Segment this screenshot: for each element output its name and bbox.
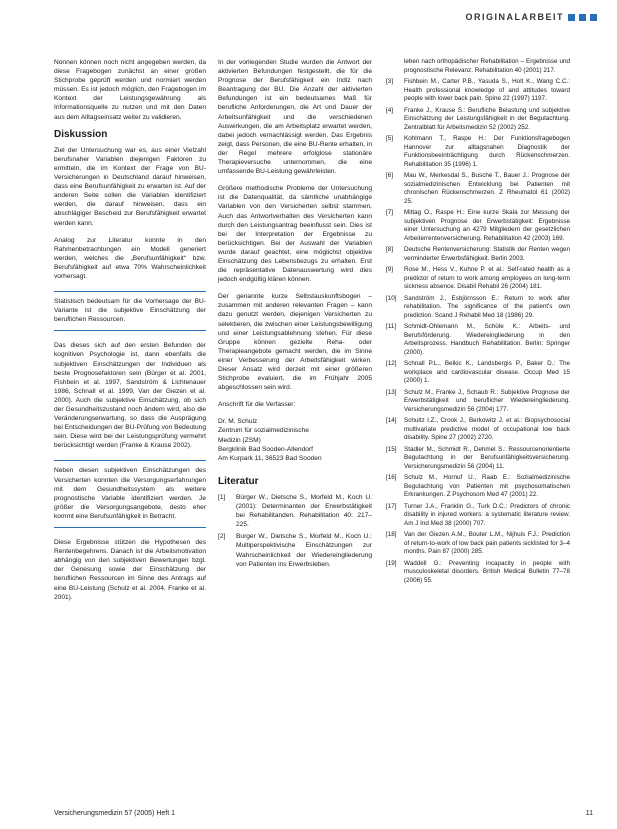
column-3 xyxy=(386,58,570,591)
correspondence-line: Bergklinik Bad Sooden-Allendorf xyxy=(218,445,313,453)
reference-text: Turner J.A., Franklin G., Turk D.C.: Predictors of chronic disability in injured workers: a systematic literature review. Am J Ind Med 38 (2000) 707. xyxy=(404,502,570,527)
highlight-box xyxy=(54,460,206,528)
correspondence-title: Anschrift für die Verfasser: xyxy=(218,401,296,409)
reference-item xyxy=(386,531,570,557)
reference-text: Deutsche Rentenversicherung: Statistik der Renten wegen verminderter Erwerbsfähigkeit. Berlin 2003. xyxy=(404,246,570,262)
reference-text: Waddell G.: Preventing incapacity in people with musculoskeletal disorders. British Medical Bulletin 77–78 (2006) 55. xyxy=(404,559,570,584)
reference-item xyxy=(386,78,570,104)
reference-list xyxy=(386,58,570,588)
reference-text: Burger W., Dietsche S., Morfeld M., Koch U.: Multiperspektivische Einschätzungen zur Wahrscheinlichkeit der Wiedereingliederung von Patienten ins Erwerbsleben. xyxy=(236,533,372,568)
section-label: ORIGINALARBEIT xyxy=(465,12,564,22)
correspondence-address xyxy=(218,400,372,463)
reference-number: [16] xyxy=(386,474,397,481)
reference-number: [11] xyxy=(386,323,397,330)
reference-number: [8] xyxy=(386,246,394,253)
journal-citation: Versicherungsmedizin 57 (2005) Heft 1 xyxy=(54,810,176,817)
correspondence-name: Dr. M. Schulz xyxy=(218,418,258,426)
column-2 xyxy=(218,58,372,572)
reference-item xyxy=(386,58,570,75)
paragraph: Diese Ergebnisse stützen die Hypothesen des Rentenbegehrens. Danach ist die Arbeitsmotivation abhängig von den subjektiven Bewertungen bzgl. der Genesung sowie der Einschätzung der beruflichen Ressourcen im Sinne des Antrags auf eine BU-Leistung (Schulz et al. 2004, Franke et al. 2001). xyxy=(54,539,206,601)
paragraph: Analog zur Literatur konnte in den Rahmenbetrachtungen ein Modell generiert werden, welches die „Berufsunfähigkeit“ bzw. Berufsfähigkeit auf etwa 70% Wahrscheinlichkeit vorhersagt. xyxy=(54,236,206,280)
reference-number: [18] xyxy=(386,531,397,538)
reference-item xyxy=(386,417,570,443)
reference-number: [4] xyxy=(386,106,394,114)
reference-number: [5] xyxy=(386,135,394,142)
reference-number: [7] xyxy=(386,209,394,216)
reference-text: leben nach orthopädischer Rehabilitation – Ergebnisse und prognostische Relevanz. Rehabilitation 40 (2001) 217. xyxy=(404,58,570,74)
header-square-icon xyxy=(568,14,575,21)
section-heading-literatur: Literatur xyxy=(218,475,259,487)
reference-item xyxy=(386,246,570,263)
paragraph: Der genannte kurze Selbstauskunftsbogen – zusammen mit anderen relevanten Fragen – kann dazu genutzt werden, diejenigen Versicherten zu selektieren, die zwischen einer Leistungsbewilligung und einer Leistungsablehnung stehen. Für diese Gruppe können gezielte Reha- oder Therapieangebote gemacht werden, die im Sinne einer Verbesserung der Arbeitsfähigkeit wirken. Dieser Ansatz wird derzeit mit einer größeren Stichprobe evaluiert, die im Frühjahr 2005 abgeschlossen sein wird. xyxy=(218,293,372,392)
reference-text: Schulz M., Hornuf U., Raab E.: Sozialmedizinische Begutachtung von Patienten mit psychosomatischen Erkrankungen. Z Psychosom Med 47 (2001) 22. xyxy=(404,474,570,498)
reference-item xyxy=(218,532,372,568)
column-1 xyxy=(54,58,206,610)
reference-item xyxy=(386,360,570,386)
reference-item xyxy=(386,135,570,169)
reference-text: Schulz M., Franke J., Schaub R.: Subjektive Prognose der Erwerbstätigkeit und beruflicher Wiedereingliederung. Versicherungsmedizin 56 (2004) 177. xyxy=(404,388,570,413)
reference-text: Bürger W., Dietsche S., Morfeld M., Koch U. (2001): Determinanten der Erwerbstätigkeit bei Rehabilitanden. Rehabilitation 40: 217–225. xyxy=(236,493,372,529)
reference-text: Rose M., Hess V., Kuhne P. et al.: Self-rated health as a predictor of return to work among employees on long-term sickness absence. Disabil Rehabil 26 (2004) 181. xyxy=(404,266,570,290)
reference-text: Mittag O., Raspe H.: Eine kurze Skala zur Messung der subjektiven Prognose der Erwerbstätigkeit: Ergebnisse einer Untersuchung an 4279 Mitgliedern der gesetzlichen Arbeiterrentenversicherung. Rehabilitation 42 (2003) 169. xyxy=(404,209,570,242)
reference-number: [17] xyxy=(386,502,397,510)
reference-item xyxy=(386,323,570,357)
highlight-text: Neben diesen subjektiven Einschätzungen des Versicherten konnten die Versorgungserfahrungen mit dem Gesundheitssystem als weitere prognostische Variable identifiziert werden. Je größer die Versorgungsangebote, desto eher kommt eine Berufsunfähigkeit in Betracht. xyxy=(54,467,206,520)
reference-number: [13] xyxy=(386,388,397,396)
reference-text: Schnall P.L., Belkic K., Landsbergis P., Baker D.: The workplace and cardiovascular disease. Occup Med 15 (2000) 1. xyxy=(404,360,570,384)
reference-item xyxy=(386,295,570,321)
correspondence-line: Medizin (ZSM) xyxy=(218,436,261,444)
reference-number: [15] xyxy=(386,445,397,453)
reference-list xyxy=(218,493,372,569)
correspondence-line: Am Kurpark 11, 36523 Bad Sooden xyxy=(218,454,322,462)
reference-number: [6] xyxy=(386,172,394,179)
reference-number: [10] xyxy=(386,294,397,302)
reference-number: [12] xyxy=(386,360,397,367)
paragraph: Das dieses sich auf den ersten Befunden der kognitiven Psychologie ist, dann ebenfalls die subjektiven Einschätzungen der Individuen als beste Prognosefaktoren sein (Bürger et al. 2001, Fishbein et al. 1997, Sandström & Lichtenauer 1986, Schnall et al. 1999, Van der Giezen et al. 2000). Auch die subjektive Einschätzung, ob sich der Gesundheitszustand noch ändern wird, also die Veränderungserwartung, so dass die Ausprägung bei Entscheidungen der BU-Prüfung von Bedeutung sein. Diese wird bei der Leistungsprüfung vermehrt berücksichtigt werden (Franke & Krause 2002). xyxy=(54,342,206,450)
header-square-icon xyxy=(579,14,586,21)
reference-text: Fishbein M., Carter P.B., Yasuda S., Holt K., Wang C.C.: Health professional knowledge of and attitudes toward people with lower back pain. Spine 22 (1997) 1197. xyxy=(404,78,570,102)
reference-number: [3] xyxy=(386,78,394,85)
reference-item xyxy=(386,503,570,529)
correspondence-line: Zentrum für sozialmedizinische xyxy=(218,427,309,435)
highlight-box xyxy=(54,291,206,331)
reference-text: Sandström J., Esbjörnsson E.: Return to work after rehabilitation. The significance of the patient's own prediction. Scand J Rehabil Med 18 (1986) 29. xyxy=(404,294,570,319)
reference-text: Mau W., Merkesdal S., Busche T., Bauer J.: Prognose der sozialmedizinischen Entwicklung bei Patienten mit chronischen Rückenschmerzen. Z Rheumatol 61 (2002) 25. xyxy=(404,172,570,205)
reference-text: Franke J., Krause S.: Berufliche Belastung und subjektive Einschätzung der Leistungsfähigkeit in der Begutachtung. Zentralblatt für Arbeitsmedizin 52 (2002) 252. xyxy=(404,106,570,131)
reference-item xyxy=(386,389,570,415)
header-square-icon xyxy=(590,14,597,21)
reference-number: [14] xyxy=(386,417,397,424)
reference-number: [9] xyxy=(386,266,394,273)
paragraph: In der vorliegenden Studie wurden die Antwort der aktivierten Befundungen festgestellt, die für die Prognose der Berufsfähigkeit ein Indiz nach Beantragung der BU. Die Anzahl der aktivierten Befundungen ist ein bedeutsames Maß für berufliche Anforderungen, die Art und Dauer der Arbeitsunfähigkeit und die verschiedenen Auswirkungen, die am Arbeitsplatz erwartet werden, dabei jedoch vernachlässigt werden. Das Ergebnis zeigt, dass Personen, die eine BU-Rente erhalten, in der Regel mehrere erfolglose stationäre Therapieversuche unternommen, die eine umfassende BU-Leistung gewährleisten. xyxy=(218,59,372,176)
paragraph: Größere methodische Probleme der Untersuchung ist die Datenqualität, da sämtliche unabhängige Variablen von den Versicherten selbst stammen. Auch das Antwortverhalten des Versicherten kann durch den Leistungsantrag beeinflusst sein. Dies ist bei der Interpretation der Ergebnisse zu berücksichtigen. Bei der Auswahl der Variablen wurde darauf geachtet, eine möglichst objektive Einschätzung des Lebensbezugs zu erhalten. Erst die repräsentative Datenauswertung wird dies jedoch endgültig klären können. xyxy=(218,185,372,284)
reference-item xyxy=(386,172,570,206)
paragraph: Nonnen können noch nicht angegeben werden, da diese Fragebogen zunächst an einer großen Stichprobe geprüft werden und normiert werden müssen. Es ist jedoch möglich, den Fragebogen im Kontext der Leistungsgewährung als Informationsquelle zu nutzen und mit den Daten aus dem Alltagseinsatz weiter zu validieren. xyxy=(54,59,206,121)
reference-item xyxy=(386,209,570,243)
paragraph: Ziel der Untersuchung war es, aus einer Vielzahl berufsnaher Variablen diejenigen Faktoren zu ermitteln, die im Kontext der Frage von BU-Versicherungen in Deutschland darauf hinweisen, dass eine Berufsunfähigkeit zu erwarten ist. Auf der anderen Seite sollen die Variablen identifiziert werden, die darauf hinweisen, dass ein abschlägiger Bescheid zur Berufsfähigkeit erwartet werden kann. xyxy=(54,146,206,227)
reference-number: [2] xyxy=(218,533,226,541)
reference-text: Van der Giezen A.M., Bouter L.M., Nijhuis F.J.: Prediction of return-to-work of low back pain patients sicklisted for 3–4 months. Pain 87 (2000) 285. xyxy=(404,531,570,555)
reference-item xyxy=(218,493,372,529)
reference-number xyxy=(386,58,400,75)
page-footer xyxy=(54,810,593,817)
reference-text: Stadler M., Schmidt R., Dehmel S.: Ressourcenorientierte Begutachtung in der Berufsunfähigkeitsversicherung. Versicherungsmedizin 56 (2004) 11. xyxy=(404,445,570,470)
section-header xyxy=(466,12,598,22)
reference-item xyxy=(386,560,570,586)
reference-number: [1] xyxy=(218,493,226,501)
reference-number: [19] xyxy=(386,559,397,567)
section-heading-diskussion: Diskussion xyxy=(54,128,108,140)
reference-text: Schmidt-Ohlemann M., Schüle K.: Arbeits- und Berufsförderung. Wiedereingliederung in den Arbeitsprozess. Handbuch Rehabilitation. Berlin: Springer (2000). xyxy=(404,323,570,356)
reference-item xyxy=(386,474,570,500)
highlight-text: Statistisch bedeutsam für die Vorhersage der BU-Variante ist die subjektive Einschätzung der beruflichen Ressourcen. xyxy=(54,298,206,324)
reference-item xyxy=(386,266,570,292)
reference-item xyxy=(386,107,570,133)
reference-item xyxy=(386,446,570,472)
reference-text: Kohlmann T., Raspe H.: Der Funktionsfragebogen Hannover zur alltagsnahen Diagnostik der Funktionsbeeinträchtigung durch Rückenschmerzen. Rehabilitation 35 (1996) 1. xyxy=(404,135,570,168)
reference-text: Schultz I.Z., Crook J., Berkowitz J. et al.: Biopsychosocial multivariate predictive model of occupational low back disability. Spine 27 (2002) 2720. xyxy=(404,417,570,441)
page-number: 11 xyxy=(585,810,593,817)
